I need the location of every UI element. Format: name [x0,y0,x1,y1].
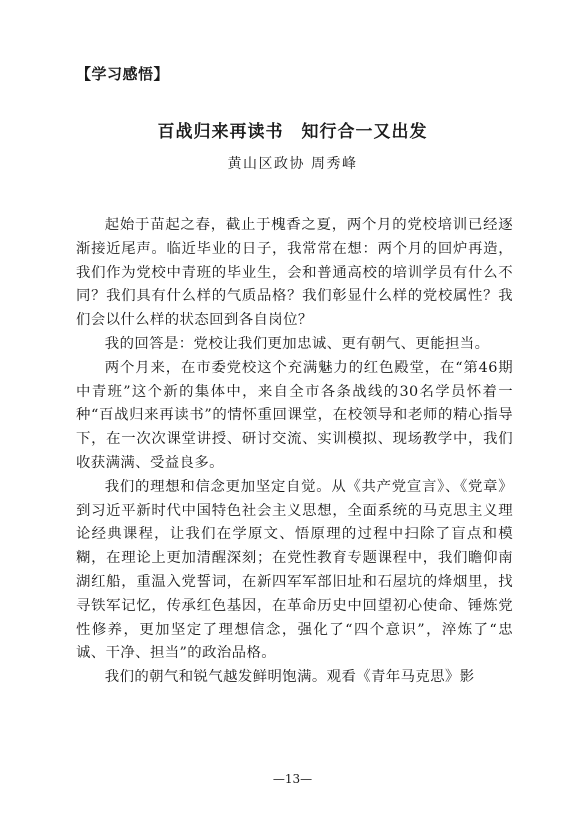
section-tag: 【学习感悟】 [76,65,170,83]
article-body [76,214,513,690]
paragraph: 起始于苗起之春，截止于槐香之夏，两个月的党校培训已经逐渐接近尾声。临近毕业的日子，我常常在想：两个月的回炉再造，我们作为党校中青班的毕业生，会和普通高校的培训学员有什么不同？我们具有什么样的气质品格？我们彰显什么样的党校属性？我们会以什么样的状态回到各自岗位？ [76,217,513,329]
page-number: —13— [272,772,313,786]
paragraph: 我们的朝气和锐气越发鲜明饱满。观看《青年马克思》影 [104,669,475,686]
paragraph: 我的回答是：党校让我们更加忠诚、更有朝气、更能担当。 [104,335,490,352]
article-title: 百战归来再读书 知行合一又出发 [157,122,428,142]
paragraph: 我们的理想和信念更加坚定自觉。从《共产党宣言》、《党章》到习近平新时代中国特色社会主义思想，全面系统的马克思主义理论经典课程，让我们在学原文、悟原理的过程中扫除了盲点和模糊，在理论上更加清醒深刻；在党性教育专题课程中，我们瞻仰南湖红船，重温入党誓词，在新四军军部旧址和石屋坑的烽烟里，找寻铁军记忆，传承红色基因，在革命历史中回望初心使命、锤炼党性修养，更加坚定了理想信念，强化了“四个意识”，淬炼了“忠诚、干净、担当”的政治品格。 [76,478,513,662]
author-byline: 黄山区政协 周秀峰 [227,156,358,172]
paragraph: 两个月来，在市委党校这个充满魅力的红色殿堂，在“第46期中青班”这个新的集体中，来自全市各条战线的30名学员怀着一种“百战归来再读书”的情怀重回课堂，在校领导和老师的精心指导下，在一次次课堂讲授、研讨交流、实训模拟、现场教学中，我们收获满满、受益良多。 [76,359,513,471]
